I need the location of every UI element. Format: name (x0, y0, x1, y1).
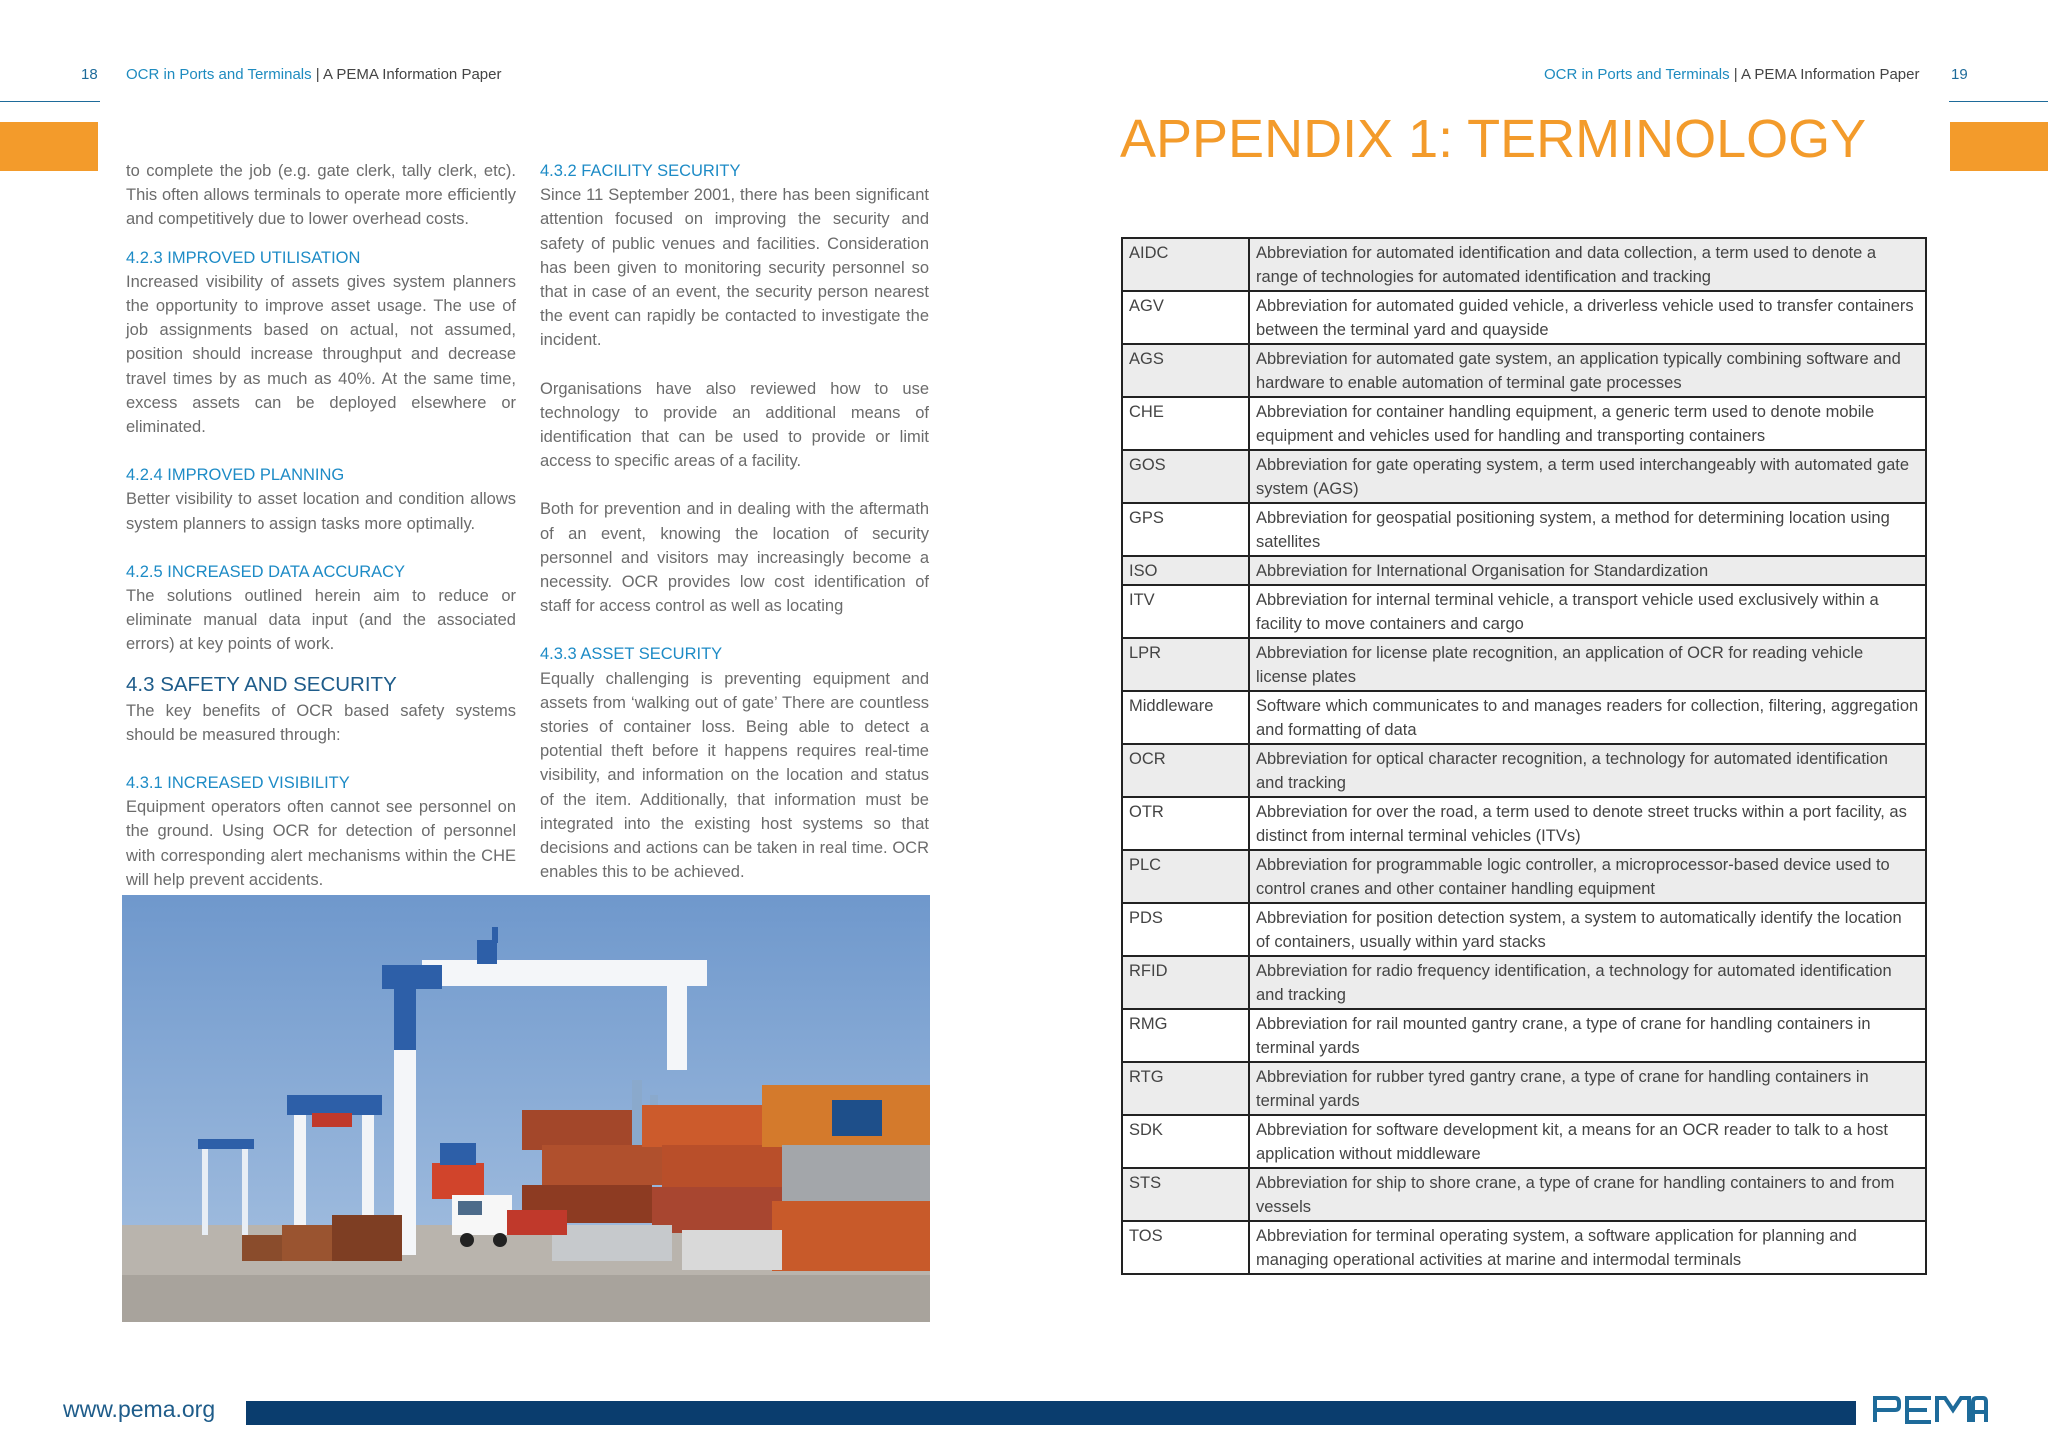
term-row (1122, 1221, 1926, 1274)
term-row (1122, 450, 1926, 503)
term-abbreviation: CHE (1122, 397, 1249, 450)
term-row (1122, 850, 1926, 903)
term-abbreviation: PDS (1122, 903, 1249, 956)
term-abbreviation: ISO (1122, 556, 1249, 585)
running-header-right (1544, 66, 1919, 83)
term-abbreviation: ITV (1122, 585, 1249, 638)
term-definition: Abbreviation for automated gate system, an application typically combining software and hardware to enable automation of terminal gate processes (1249, 344, 1926, 397)
term-abbreviation: PLC (1122, 850, 1249, 903)
page-number-right: 19 (1951, 66, 1968, 83)
section-heading: 4.3.2 FACILITY SECURITY (540, 162, 741, 180)
orange-tab-right (1950, 122, 2048, 171)
term-row (1122, 397, 1926, 450)
term-definition: Abbreviation for container handling equipment, a generic term used to denote mobile equipment and vehicles used for handling and transporting containers (1249, 397, 1926, 450)
term-definition: Abbreviation for optical character recognition, a technology for automated identification and tracking (1249, 744, 1926, 797)
term-row (1122, 797, 1926, 850)
term-definition: Abbreviation for license plate recognition, an application of OCR for reading vehicle license plates (1249, 638, 1926, 691)
term-definition: Abbreviation for International Organisation for Standardization (1249, 556, 1926, 585)
term-definition: Abbreviation for internal terminal vehicle, a transport vehicle used exclusively within a facility to move containers and cargo (1249, 585, 1926, 638)
paragraph: Organisations have also reviewed how to use technology to provide an additional means of identification that can be used to provide or limit access to specific areas of a facility. (540, 379, 929, 471)
paragraph: Since 11 September 2001, there has been significant attention focused on improving the security and safety of public venues and facilities. Consideration has been given to monitoring security personnel so that in case of an event, the security person nearest the event can rapidly be contacted to investigate the incident. (540, 186, 929, 350)
term-abbreviation: GOS (1122, 450, 1249, 503)
header-title: OCR in Ports and Terminals (126, 66, 312, 83)
term-definition: Abbreviation for software development kit, a means for an OCR reader to talk to a host application without middleware (1249, 1115, 1926, 1168)
footer-url[interactable]: www.pema.org (63, 1396, 216, 1422)
header-title: OCR in Ports and Terminals (1544, 66, 1730, 83)
term-abbreviation: STS (1122, 1168, 1249, 1221)
term-definition: Abbreviation for programmable logic controller, a microprocessor-based device used to control cranes and other container handling equipment (1249, 850, 1926, 903)
term-row (1122, 556, 1926, 585)
term-row (1122, 344, 1926, 397)
term-definition: Abbreviation for position detection system, a system to automatically identify the location of containers, usually within yard stacks (1249, 903, 1926, 956)
term-row (1122, 238, 1926, 291)
term-abbreviation: Middleware (1122, 691, 1249, 744)
term-row (1122, 638, 1926, 691)
term-abbreviation: RTG (1122, 1062, 1249, 1115)
section-heading: 4.2.3 IMPROVED UTILISATION (126, 248, 361, 267)
term-row (1122, 691, 1926, 744)
term-definition: Abbreviation for rail mounted gantry crane, a type of crane for handling containers in terminal yards (1249, 1009, 1926, 1062)
paragraph: Both for prevention and in dealing with the aftermath of an event, knowing the location of security personnel and visitors may increasingly become a necessity. OCR provides low cost identification of staff for access control as well as locating (540, 500, 929, 616)
term-abbreviation: GPS (1122, 503, 1249, 556)
header-subtitle: A PEMA Information Paper (1741, 66, 1920, 83)
text-column-1 (126, 159, 516, 892)
term-definition: Abbreviation for over the road, a term used to denote street trucks within a port facility, as distinct from internal terminal vehicles (ITVs) (1249, 797, 1926, 850)
container-terminal-photo (122, 895, 930, 1322)
term-definition: Abbreviation for ship to shore crane, a type of crane for handling containers to and from vessels (1249, 1168, 1926, 1221)
term-abbreviation: AGV (1122, 291, 1249, 344)
orange-tab-left (0, 122, 98, 171)
paragraph: Increased visibility of assets gives system planners the opportunity to improve asset usage. The use of job assignments based on actual, not assumed, position should increase throughput and decrease travel times by as much as 40%. At the same time, excess assets can be deployed elsewhere or eliminated. (126, 272, 516, 437)
term-row (1122, 1115, 1926, 1168)
section-heading: 4.3.3 ASSET SECURITY (540, 645, 723, 664)
term-definition: Software which communicates to and manages readers for collection, filtering, aggregation and formatting of data (1249, 691, 1926, 744)
paragraph: to complete the job (e.g. gate clerk, tally clerk, etc). This often allows terminals to operate more efficiently and competitively due to lower overhead costs. (126, 162, 516, 229)
footer-bar (246, 1401, 1856, 1425)
term-row (1122, 1062, 1926, 1115)
page-number-left: 18 (81, 66, 98, 83)
term-row (1122, 1009, 1926, 1062)
section-heading-main: 4.3 SAFETY AND SECURITY (126, 672, 397, 696)
term-abbreviation: OCR (1122, 744, 1249, 797)
section-heading: 4.2.4 IMPROVED PLANNING (126, 466, 345, 485)
term-row (1122, 744, 1926, 797)
appendix-title: APPENDIX 1: TERMINOLOGY (1120, 109, 1867, 169)
header-separator: | (315, 66, 320, 83)
paragraph: Equipment operators often cannot see personnel on the ground. Using OCR for detection of personnel with corresponding alert mechanisms within the CHE will help prevent accidents. (126, 798, 516, 889)
term-row (1122, 1168, 1926, 1221)
term-row (1122, 903, 1926, 956)
header-separator: | (1733, 66, 1738, 83)
term-definition: Abbreviation for radio frequency identification, a technology for automated identification and tracking (1249, 956, 1926, 1009)
term-abbreviation: SDK (1122, 1115, 1249, 1168)
term-abbreviation: RMG (1122, 1009, 1249, 1062)
term-abbreviation: AGS (1122, 344, 1249, 397)
running-header-left (126, 66, 501, 83)
term-definition: Abbreviation for automated identification and data collection, a term used to denote a range of technologies for automated identification and tracking (1249, 238, 1926, 291)
pema-logo (1873, 1394, 1988, 1429)
term-abbreviation: RFID (1122, 956, 1249, 1009)
term-row (1122, 503, 1926, 556)
text-column-2 (540, 159, 929, 884)
term-definition: Abbreviation for rubber tyred gantry crane, a type of crane for handling containers in terminal yards (1249, 1062, 1926, 1115)
term-row (1122, 585, 1926, 638)
header-subtitle: A PEMA Information Paper (323, 66, 502, 83)
paragraph: The key benefits of OCR based safety systems should be measured through: (126, 701, 516, 744)
term-abbreviation: TOS (1122, 1221, 1249, 1274)
term-row (1122, 291, 1926, 344)
term-definition: Abbreviation for automated guided vehicle, a driverless vehicle used to transfer containers between the terminal yard and quayside (1249, 291, 1926, 344)
section-heading: 4.3.1 INCREASED VISIBILITY (126, 774, 350, 793)
term-definition: Abbreviation for gate operating system, a term used interchangeably with automated gate system (AGS) (1249, 450, 1926, 503)
term-abbreviation: LPR (1122, 638, 1249, 691)
header-rule-left (0, 101, 100, 102)
paragraph: Better visibility to asset location and condition allows system planners to assign tasks more optimally. (126, 490, 516, 533)
term-abbreviation: AIDC (1122, 238, 1249, 291)
paragraph: Equally challenging is preventing equipment and assets from ‘walking out of gate’ There are countless stories of container loss. Being able to detect a potential theft before it happens requires real-time visibility, and information on the location and status of the item. Additionally, that information must be integrated into the existing host systems so that decisions and actions can be taken in real time. OCR enables this to be achieved. (540, 669, 929, 882)
paragraph: The solutions outlined herein aim to reduce or eliminate manual data input (and the associated errors) at key points of work. (126, 587, 516, 654)
section-heading: 4.2.5 INCREASED DATA ACCURACY (126, 562, 406, 581)
term-row (1122, 956, 1926, 1009)
term-definition: Abbreviation for geospatial positioning system, a method for determining location using satellites (1249, 503, 1926, 556)
header-rule-right (1949, 101, 2048, 102)
term-abbreviation: OTR (1122, 797, 1249, 850)
term-definition: Abbreviation for terminal operating system, a software application for planning and managing operational activities at marine and intermodal terminals (1249, 1221, 1926, 1274)
terminology-table (1121, 237, 1927, 1275)
